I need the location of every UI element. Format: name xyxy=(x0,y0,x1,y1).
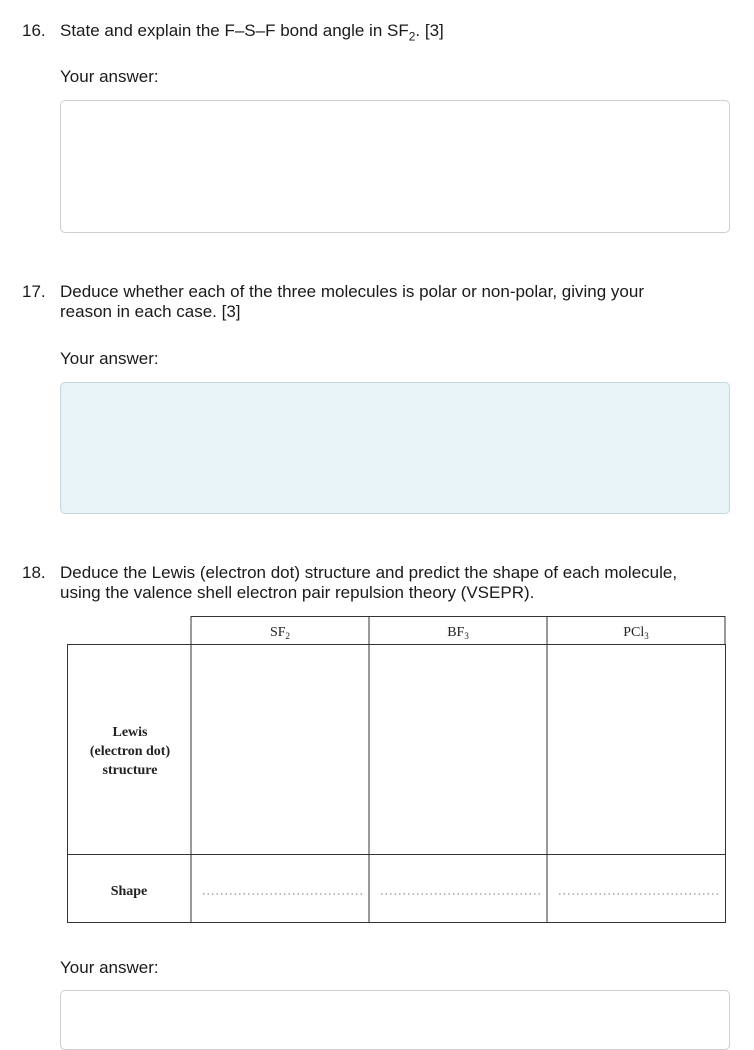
question-text: Deduce the Lewis (electron dot) structure and predict the shape of each molecule, using the valence shell electron pair repulsion theory (VSEPR). xyxy=(60,563,678,602)
question-text: State and explain the F–S–F bond angle in $SF_2$. [3] xyxy=(60,21,444,44)
answer-label: Your answer: xyxy=(60,67,159,86)
row-label-shape: Shape xyxy=(110,884,148,899)
question-text: Deduce whether each of the three molecules is polar or non-polar, giving your reason in each case. [3] xyxy=(60,282,645,321)
header-pcl3: PCl$_3$ xyxy=(623,625,649,641)
row-label-lewis-3: structure xyxy=(102,763,158,778)
question-number: 16. xyxy=(22,21,46,40)
question-number: 18. xyxy=(22,563,46,582)
answer-label: Your answer: xyxy=(60,349,159,368)
lewis-structure-table xyxy=(67,616,726,924)
header-sf2: $SF_2$ xyxy=(269,625,291,641)
answer-label: Your answer: xyxy=(60,958,159,977)
row-label-lewis-1: Lewis xyxy=(112,725,148,740)
answer-textarea-16[interactable] xyxy=(60,100,730,233)
row-label-lewis-2: (electron dot) xyxy=(89,744,171,759)
answer-textarea-18[interactable] xyxy=(60,990,730,1050)
question-number: 17. xyxy=(22,282,46,301)
answer-textarea-17[interactable] xyxy=(60,382,730,514)
header-bf3: $BF_3$ xyxy=(447,625,469,641)
